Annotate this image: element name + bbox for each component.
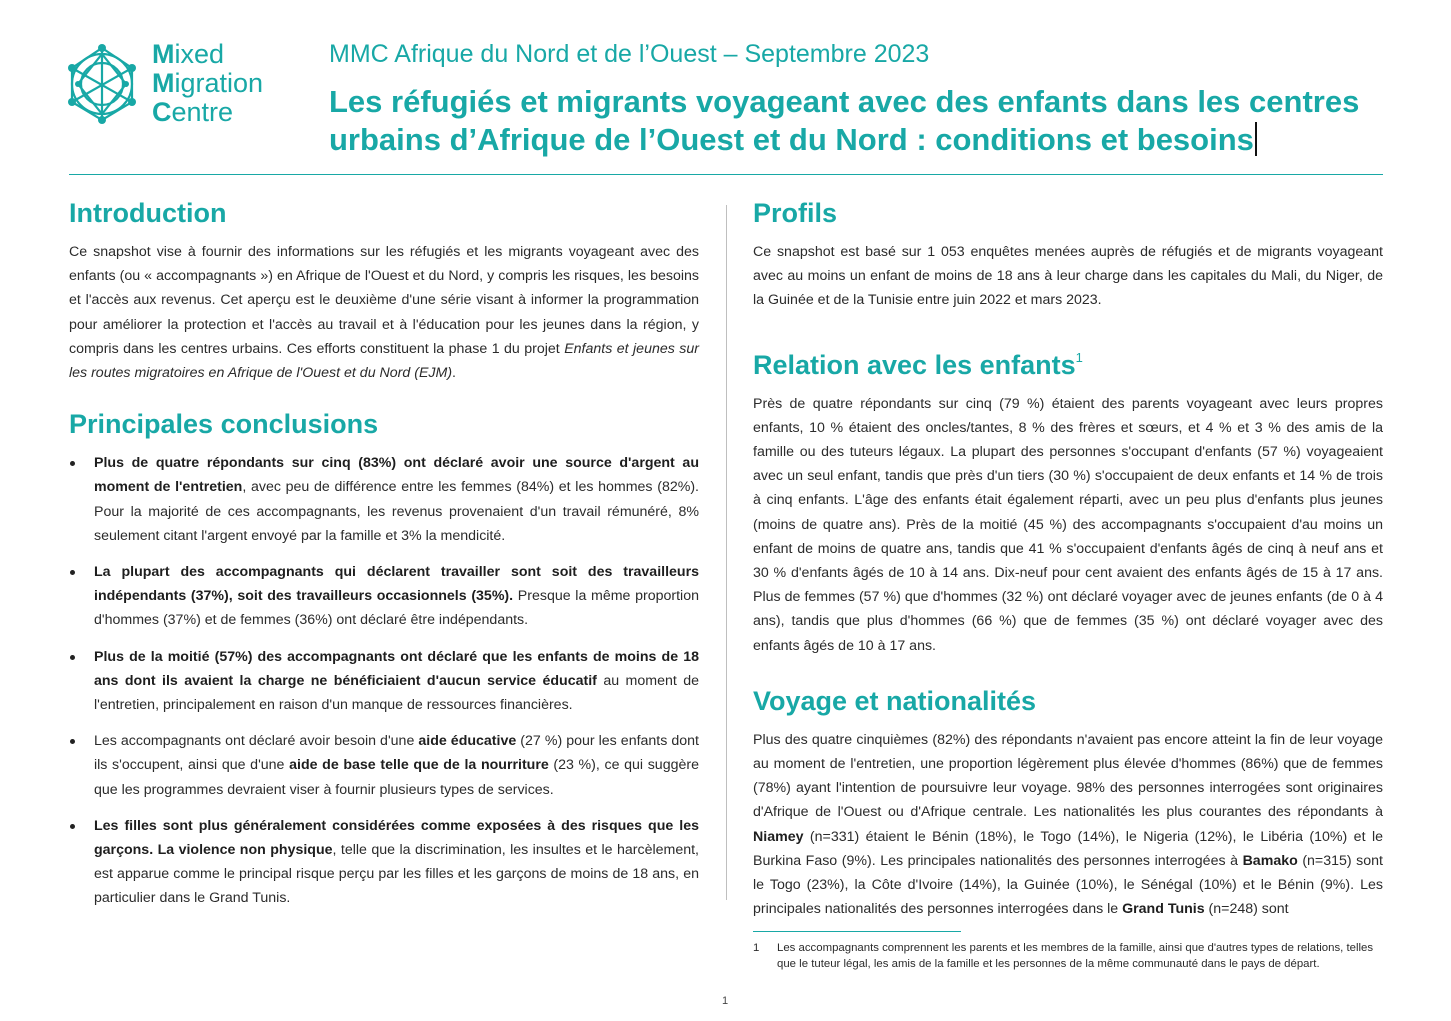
- list-item: Les filles sont plus généralement considérées comme exposées à des risques que les garçons. La violence non physique, telle que la discrimination, les insultes et le harcèlement, est apparue comme le principal risque perçu par les filles et les garçons de moins de 18 ans, en particulier dans le Grand Tunis.: [69, 814, 699, 911]
- findings-heading: Principales conclusions: [69, 409, 379, 440]
- header-divider: [69, 174, 1383, 175]
- list-item: Les accompagnants ont déclaré avoir besoin d'une aide éducative (27 %) pour les enfants dont ils s'occupent, ainsi que d'une aide de base telle que de la nourriture (23 %), ce qui suggère que les programmes devraient viser à fournir plusieurs types de services.: [69, 729, 699, 802]
- mmc-logo-wordmark: Mixed Migration Centre: [152, 39, 264, 127]
- document-subtitle: MMC Afrique du Nord et de l’Ouest – Septembre 2023: [329, 40, 930, 68]
- text-cursor: [1255, 122, 1257, 156]
- right-column: [753, 196, 1383, 921]
- footnote-divider: [753, 931, 961, 932]
- list-item: Plus de la moitié (57%) des accompagnants ont déclaré que les enfants de moins de 18 ans dont ils avaient la charge ne bénéficiaient d'aucun service éducatif au moment de l'entretien, principalement en raison d'un manque de ressources financières.: [69, 645, 699, 718]
- column-divider: [726, 205, 727, 900]
- relation-paragraph: Près de quatre répondants sur cinq (79 %) étaient des parents voyageant avec leurs propres enfants, 10 % étaient des oncles/tantes, 8 % des frères et sœurs, et 4 % et 3 % des amis de la famille ou des tuteurs légaux. La plupart des personnes s'occupant d'enfants (57 %) voyageaient avec un seul enfant, tandis que près d'un tiers (30 %) s'occupaient de deux enfants et 14 % de trois à cinq enfants. L'âge des enfants était également réparti, avec un peu plus d'enfants plus jeunes (moins de quatre ans). Près de la moitié (45 %) des accompagnants s'occupaient d'au moins un enfant de moins de quatre ans, tandis que 41 % s'occupaient d'enfants âgés de cinq à neuf ans et 30 % d'enfants âgés de 10 à 14 ans. Dix-neuf pour cent avaient des enfants âgés de 15 à 17 ans. Plus de femmes (57 %) que d'hommes (32 %) ont déclaré voyager avec de jeunes enfants (de 0 à 4 ans), tandis que plus d'hommes (66 %) que de femmes (35 %) ont déclaré voyager avec des enfants âgés de 10 à 17 ans.: [753, 395, 1383, 654]
- introduction-paragraph: Ce snapshot vise à fournir des informations sur les réfugiés et les migrants voyageant avec des enfants (ou « accompagnants ») en Afrique de l'Ouest et du Nord, y compris les risques, les besoins et l'accès aux revenus. Cet aperçu est le deuxième d'une série visant à informer la programmation pour améliorer la protection et l'accès au travail et à l'éducation pour les jeunes dans la région, y compris dans les centres urbains. Ces efforts constituent la phase 1 du projet Enfants et jeunes sur les routes migratoires en Afrique de l'Ouest et du Nord (EJM).: [69, 244, 699, 382]
- footnote-ref-link[interactable]: 1: [1075, 349, 1083, 365]
- findings-list: [69, 451, 699, 910]
- footnote-number: 1: [753, 942, 760, 954]
- list-item: La plupart des accompagnants qui déclarent travailler sont soit des travailleurs indépendants (37%), soit des travailleurs occasionnels (35%). Presque la même proportion d'hommes (37%) et de femmes (36%) ont déclaré être indépendants.: [69, 560, 699, 633]
- footnote: [753, 940, 1383, 972]
- left-column: [69, 196, 699, 923]
- list-item: Plus de quatre répondants sur cinq (83%) ont déclaré avoir une source d'argent au moment de l'entretien, avec peu de différence entre les femmes (84%) et les hommes (82%). Pour la majorité de ces accompagnants, les revenus provenaient d'un travail rémunéré, 8% seulement citant l'argent envoyé par la famille et 3% la mendicité.: [69, 451, 699, 548]
- introduction-heading: Introduction: [69, 198, 227, 228]
- relation-heading: Relation avec les enfants$^1$: [753, 349, 1083, 380]
- voyage-heading: Voyage et nationalités: [753, 685, 1037, 716]
- page-number: 1: [722, 995, 729, 1007]
- profils-heading: Profils: [753, 198, 838, 228]
- footnote-text: Les accompagnants comprennent les parents et les membres de la famille, ainsi que d'autres types de relations, telles que le tuteur légal, les amis de la famille et les personnes de la même communauté dans le pays de départ.: [777, 942, 1374, 970]
- mmc-logo: [64, 40, 304, 135]
- document-title[interactable]: Les réfugiés et migrants voyageant avec des enfants dans les centres urbains d’Afrique de l’Ouest et du Nord : conditions et besoins: [329, 84, 1360, 157]
- mmc-logo-mark-icon: [64, 40, 144, 128]
- voyage-paragraph: Plus des quatre cinquièmes (82%) des répondants n'avaient pas encore atteint la fin de leur voyage au moment de l'entretien, une proportion légèrement plus élevée d'hommes (86%) que de femmes (78%) ayant l'intention de poursuivre leur voyage. 98% des personnes interrogées sont originaires d'Afrique de l'Ouest ou d'Afrique centrale. Les nationalités les plus courantes des répondants à Niamey (n=331) étaient le Bénin (18%), le Togo (14%), le Nigeria (12%), le Libéria (10%) et le Burkina Faso (9%). Les principales nationalités des personnes interrogées à Bamako (n=315) sont le Togo (23%), la Côte d'Ivoire (14%), la Guinée (10%), le Sénégal (10%) et le Bénin (9%). Les principales nationalités des personnes interrogées dans le Grand Tunis (n=248) sont: [753, 731, 1383, 918]
- profils-paragraph: Ce snapshot est basé sur 1 053 enquêtes menées auprès de réfugiés et de migrants voyageant avec au moins un enfant de moins de 18 ans à leur charge dans les capitales du Mali, du Niger, de la Guinée et de la Tunisie entre juin 2022 et mars 2023.: [753, 244, 1383, 309]
